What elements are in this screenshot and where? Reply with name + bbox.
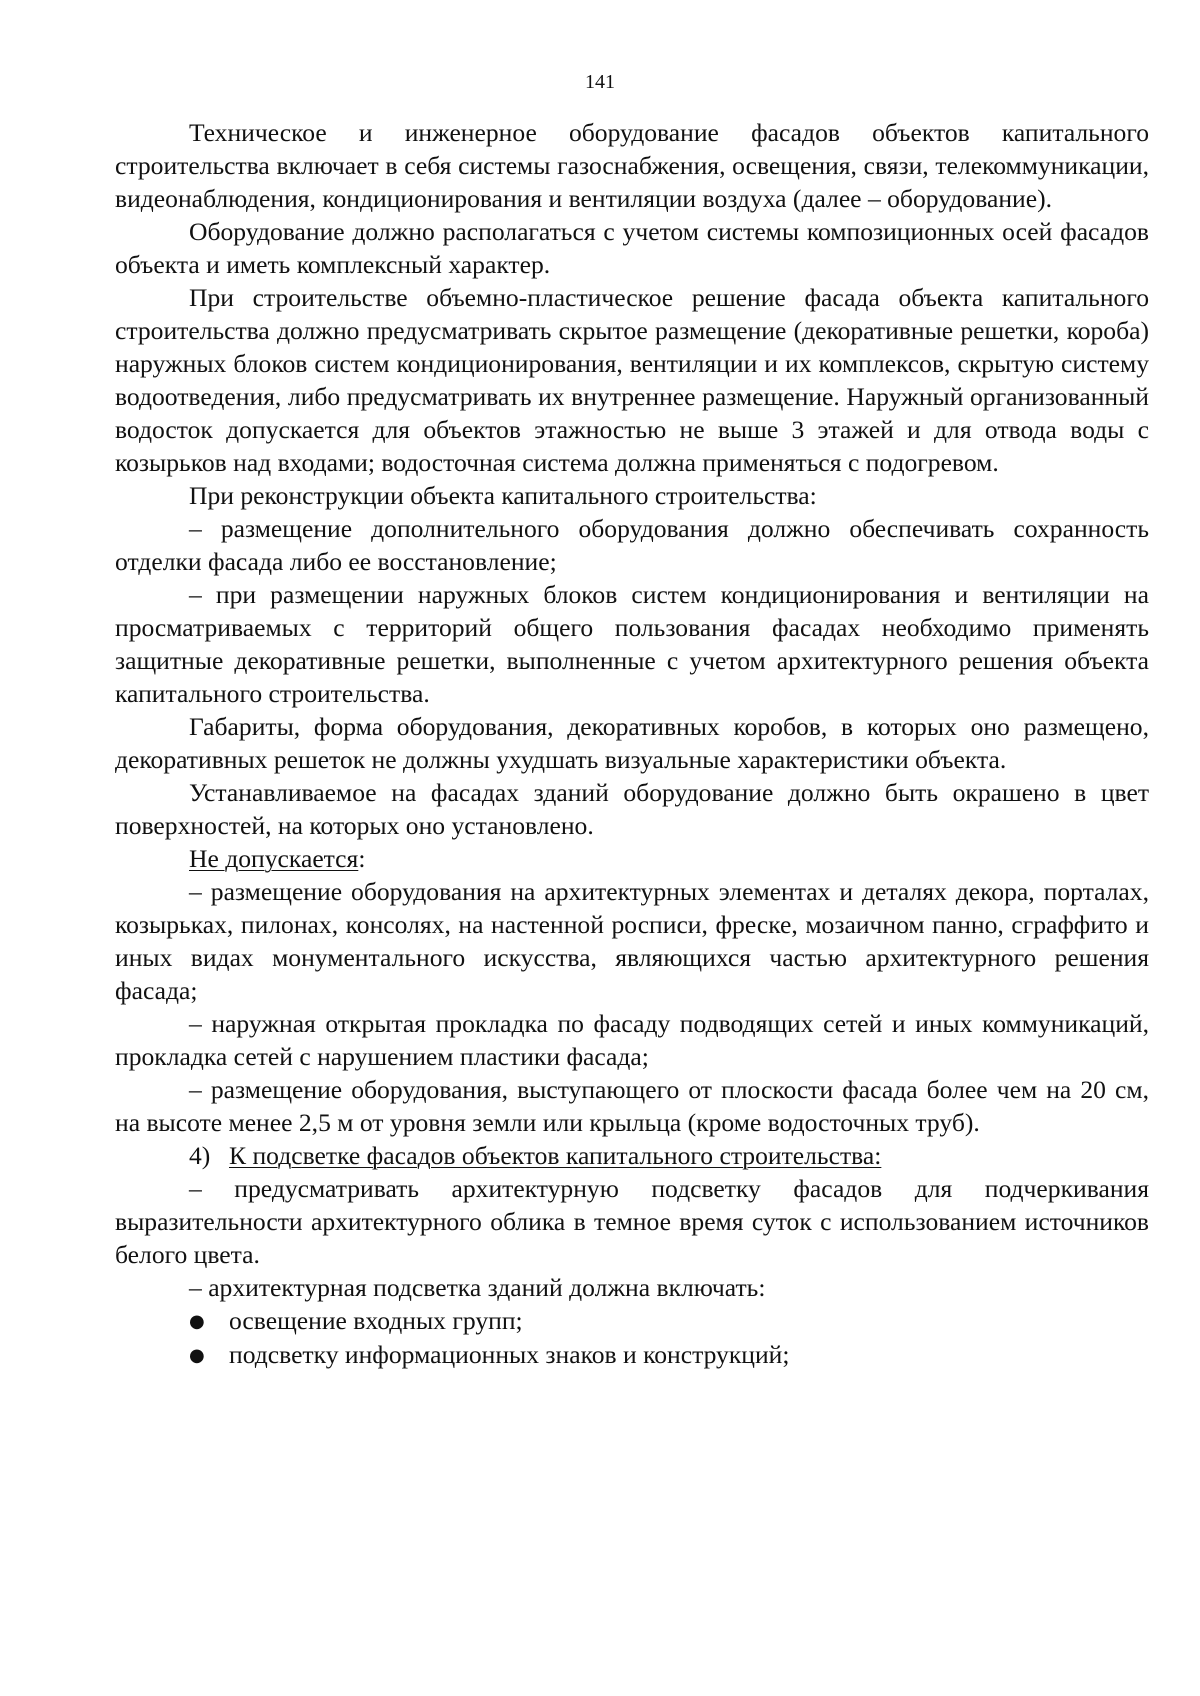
reconstruction-item-finish: – размещение дополнительного оборудования должно обеспечивать сохранность отделки фасада либо ее восстановление;	[115, 514, 1149, 576]
section-4-heading	[115, 1139, 1149, 1172]
section-4-title: К подсветке фасадов объектов капитального строительства:	[229, 1141, 882, 1170]
paragraph-dimensions: Габариты, форма оборудования, декоративных коробов, в которых оно размещено, декоративных решеток не должны ухудшать визуальные характеристики объекта.	[115, 712, 1149, 774]
paragraph-painting: Устанавливаемое на фасадах зданий оборудование должно быть окрашено в цвет поверхностей, на которых оно установлено.	[115, 778, 1149, 840]
bullet-text: освещение входных групп;	[229, 1306, 523, 1335]
lighting-item-architectural: – предусматривать архитектурную подсветку фасадов для подчеркивания выразительности архитектурного облика в темное время суток с использованием источников белого цвета.	[115, 1174, 1149, 1269]
paragraph-composition-axes: Оборудование должно располагаться с учетом системы композиционных осей фасадов объекта и иметь комплексный характер.	[115, 217, 1149, 279]
not-allowed-colon: :	[358, 844, 366, 873]
bullet-text: подсветку информационных знаков и конструкций;	[229, 1340, 790, 1369]
paragraph-construction-rules: При строительстве объемно-пластическое решение фасада объекта капитального строительства должно предусматривать скрытое размещение (декоративные решетки, короба) наружных блоков систем кондиционирования, вентиляции и их комплексов, скрытую систему водоотведения, либо предусматривать их внутреннее размещение. Наружный организованный водосток допускается для объектов этажностью не выше 3 этажей и для отвода воды с козырьков над входами; водосточная система должна применяться с подогревом.	[115, 283, 1149, 477]
bullet-item-entrance	[115, 1304, 1149, 1338]
bullet-icon: ●	[189, 1345, 205, 1366]
not-allowed-label: Не допускается	[189, 844, 359, 873]
section-4-number: 4)	[189, 1141, 211, 1170]
not-allowed-heading	[115, 842, 1149, 875]
paragraph-reconstruction-heading: При реконструкции объекта капитального строительства:	[189, 481, 817, 510]
lighting-item-includes: – архитектурная подсветка зданий должна включать:	[189, 1273, 766, 1302]
reconstruction-item-grilles: – при размещении наружных блоков систем кондиционирования и вентиляции на просматриваемых с территорий общего пользования фасадах необходимо применять защитные декоративные решетки, выполненные с учетом архитектурного решения объекта капитального строительства.	[115, 580, 1149, 708]
not-allowed-item-protrusion: – размещение оборудования, выступающего от плоскости фасада более чем на 20 см, на высоте менее 2,5 м от уровня земли или крыльца (кроме водосточных труб).	[115, 1075, 1149, 1137]
not-allowed-item-networks: – наружная открытая прокладка по фасаду подводящих сетей и иных коммуникаций, прокладка сетей с нарушением пластики фасада;	[115, 1009, 1149, 1071]
page-number: 141	[585, 71, 615, 93]
paragraph-equipment-definition: Техническое и инженерное оборудование фасадов объектов капитального строительства включает в себя системы газоснабжения, освещения, связи, телекоммуникации, видеонаблюдения, кондиционирования и вентиляции воздуха (далее – оборудование).	[115, 118, 1149, 213]
bullet-item-signs	[115, 1338, 1149, 1372]
bullet-icon: ●	[189, 1311, 205, 1332]
not-allowed-item-decor: – размещение оборудования на архитектурных элементах и деталях декора, порталах, козырьках, пилонах, консолях, на настенной росписи, фреске, мозаичном панно, сграффито и иных видах монументального искусства, являющихся частью архитектурного решения фасада;	[115, 877, 1149, 1005]
document-body	[115, 116, 1149, 1372]
